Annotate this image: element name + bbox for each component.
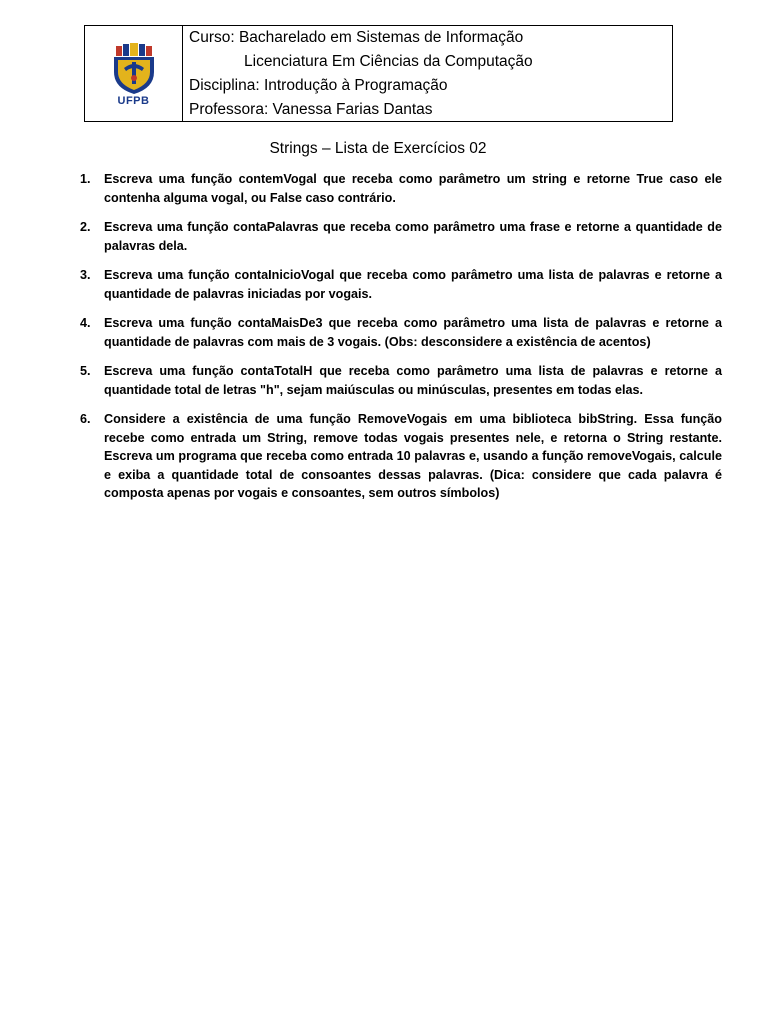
logo-cell xyxy=(85,26,183,121)
course-info xyxy=(183,26,672,121)
exercise-number: 2. xyxy=(80,220,91,234)
exercise-item xyxy=(80,410,722,503)
exercise-number: 1. xyxy=(80,172,91,186)
header-table xyxy=(84,25,673,122)
exercise-text: Escreva uma função contaMaisDe3 que receba como parâmetro uma lista de palavras e retorne a quantidade de palavras com mais de 3 vogais. (Obs: desconsidere a existência de acentos) xyxy=(104,316,722,349)
exercise-item xyxy=(80,314,722,351)
exercise-number: 5. xyxy=(80,364,91,378)
exercise-number: 6. xyxy=(80,412,91,426)
exercise-item xyxy=(80,218,722,255)
document-title: Strings – Lista de Exercícios 02 xyxy=(269,140,487,157)
exercise-text: Escreva uma função contaTotalH que receba como parâmetro uma lista de palavras e retorne a quantidade total de letras "h", sejam maiúsculas ou minúsculas, presentes em todas elas. xyxy=(104,364,722,397)
discipline-line: Disciplina: Introdução à Programação xyxy=(189,77,448,94)
exercise-number: 3. xyxy=(80,268,91,282)
exercise-list xyxy=(80,170,722,514)
exercise-text: Considere a existência de uma função RemoveVogais em uma biblioteca bibString. Essa função recebe como entrada um String, remove todas vogais presentes nele, e retorna o String restante. Escreva um programa que receba como entrada 10 palavras e, usando a função removeVogais, calcule e exiba a quantidade total de consoantes dessas palavras. (Dica: considere que cada palavra é composta apenas por vogais e consoantes, sem outros símbolos) xyxy=(104,412,722,500)
course-line-2: Licenciatura Em Ciências da Computação xyxy=(244,53,533,70)
professor-line: Professora: Vanessa Farias Dantas xyxy=(189,101,433,118)
course-line: Curso: Bacharelado em Sistemas de Informação xyxy=(189,29,524,46)
exercise-number: 4. xyxy=(80,316,91,330)
exercise-item xyxy=(80,170,722,207)
exercise-text: Escreva uma função contemVogal que receba como parâmetro um string e retorne True caso ele contenha alguma vogal, ou False caso contrário. xyxy=(104,172,722,205)
exercise-text: Escreva uma função contaInicioVogal que receba como parâmetro uma lista de palavras e retorne a quantidade de palavras iniciadas por vogais. xyxy=(104,268,722,301)
exercise-item xyxy=(80,266,722,303)
university-crest-icon xyxy=(108,40,160,96)
logo-label: UFPB xyxy=(117,95,150,107)
exercise-item xyxy=(80,362,722,399)
exercise-text: Escreva uma função contaPalavras que receba como parâmetro uma frase e retorne a quantidade de palavras dela. xyxy=(104,220,722,253)
